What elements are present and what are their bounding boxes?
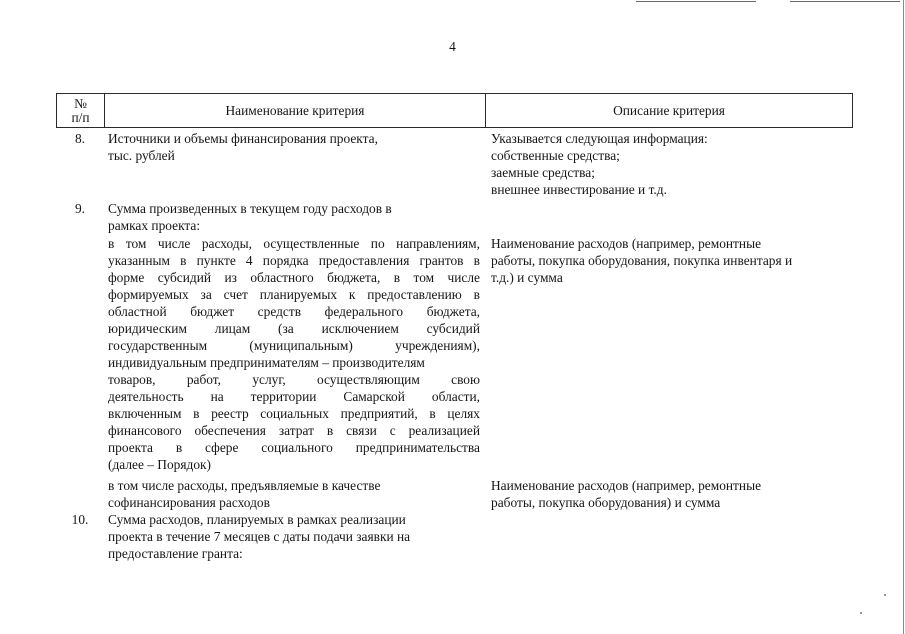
row-number: 9. <box>74 201 86 216</box>
text-line: Наименование расходов (например, ремонтные <box>491 236 762 251</box>
header-number <box>57 94 105 127</box>
criterion-name <box>108 200 480 234</box>
scan-edge-mark <box>636 1 756 2</box>
text-line: рамках проекта: <box>108 218 201 233</box>
criterion-description <box>491 477 846 511</box>
criterion-description <box>491 235 846 286</box>
text-line: работы, покупка оборудования) и сумма <box>491 495 721 510</box>
text-line: проекта в сфере социального предпринимательства <box>108 440 480 455</box>
criterion-name <box>108 511 480 562</box>
text-line: внешнее инвестирование и т.д. <box>491 182 667 197</box>
text-line: областной бюджет средств федерального бюджета, <box>108 304 480 319</box>
text-line: включенным в реестр социальных предприятий, в целях <box>108 406 480 421</box>
text-line: проекта в течение 7 месяцев с даты подачи заявки на <box>108 529 411 544</box>
criterion-subitem-name <box>108 477 480 511</box>
header-number-line2: п/п <box>71 109 90 125</box>
text-line: Источники и объемы финансирования проекта, <box>108 131 378 146</box>
text-line: формируемых за счет планируемых к предоставлению в <box>108 287 480 302</box>
text-line: указанным в пункте 4 порядка предоставления грантов в <box>108 253 480 268</box>
scan-edge-mark <box>790 1 900 2</box>
header-number-line1: № <box>74 95 87 111</box>
row-number: 8. <box>74 131 86 146</box>
text-line: в том числе расходы, осуществленные по направлениям, <box>108 236 480 251</box>
scan-speck <box>860 612 862 614</box>
criterion-description <box>491 130 846 198</box>
text-line: заемные средства; <box>491 165 595 180</box>
table-header <box>56 93 853 128</box>
text-line: Сумма произведенных в текущем году расходов в <box>108 201 392 216</box>
scan-edge-mark <box>903 0 904 634</box>
text-line: в том числе расходы, предъявляемые в качестве <box>108 478 381 493</box>
text-line: (далее – Порядок) <box>108 457 211 472</box>
text-line: Указывается следующая информация: <box>491 131 708 146</box>
criterion-subitem-name <box>108 235 480 473</box>
text-line: Наименование расходов (например, ремонтные <box>491 478 762 493</box>
text-line: форме субсидий из областного бюджета, в том числе <box>108 270 480 285</box>
criterion-name <box>108 130 480 164</box>
text-line: индивидуальным предпринимателям – производителям <box>108 355 425 370</box>
text-line: работы, покупка оборудования, покупка инвентаря и <box>491 253 793 268</box>
scan-speck <box>884 594 886 596</box>
text-line: Сумма расходов, планируемых в рамках реализации <box>108 512 406 527</box>
text-line: деятельность на территории Самарской области, <box>108 389 480 404</box>
header-criterion-name: Наименование критерия <box>105 94 486 127</box>
text-line: собственные средства; <box>491 148 620 163</box>
text-line: предоставление гранта: <box>108 546 243 561</box>
text-line: товаров, работ, услуг, осуществляющим свою <box>108 372 480 387</box>
text-line: т.д.) и сумма <box>491 270 563 285</box>
text-line: финансового обеспечения затрат в связи с реализацией <box>108 423 480 438</box>
text-line: юридическим лицам (за исключением субсидий <box>108 321 480 336</box>
page-number: 4 <box>449 39 456 54</box>
row-number: 10. <box>71 512 89 527</box>
text-line: государственным (муниципальным) учреждениям), <box>108 338 480 353</box>
header-criterion-description: Описание критерия <box>613 103 725 118</box>
text-line: софинансирования расходов <box>108 495 270 510</box>
text-line: тыс. рублей <box>108 148 175 163</box>
